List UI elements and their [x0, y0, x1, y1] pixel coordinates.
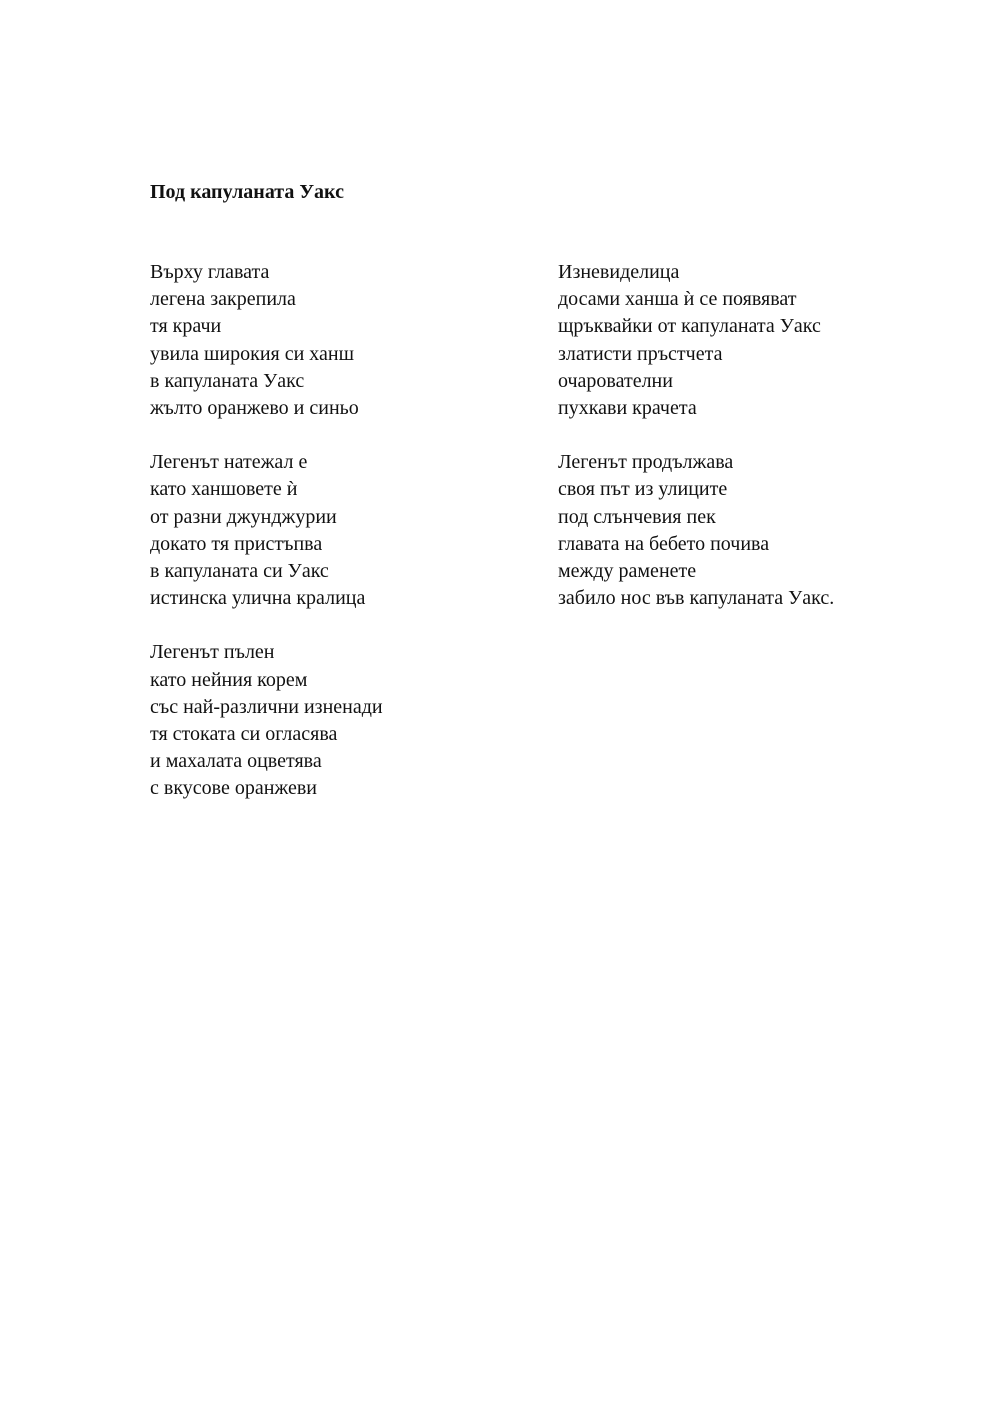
stanza	[150, 639, 550, 802]
poem-line: своя път из улиците	[558, 478, 728, 501]
poem-line: легена закрепила	[150, 288, 296, 311]
poem-line: Легенът пълен	[150, 641, 275, 664]
poem-line: като нейния корем	[150, 668, 308, 691]
stanza	[558, 449, 958, 612]
poem-line: Изневиделица	[558, 261, 680, 283]
poem-line: в капуланата Уакс	[150, 369, 305, 392]
poem-line: докато тя пристъпва	[150, 532, 323, 555]
poem-line: досами ханша ѝ се появяват	[558, 288, 797, 311]
poem-title: Под капуланата Уакс	[150, 181, 344, 203]
poem-line: в капуланата си Уакс	[150, 560, 329, 583]
right-column	[558, 259, 958, 639]
stanza	[150, 449, 550, 612]
stanza	[558, 259, 958, 422]
poem-line: от разни джунджурии	[150, 505, 337, 528]
poem-line: като ханшовете ѝ	[150, 478, 298, 501]
poem-line: Легенът натежал е	[150, 451, 308, 474]
poem-line: между раменете	[558, 560, 697, 583]
poem-line: забило нос във капуланата Уакс.	[558, 587, 835, 610]
poem-line: главата на бебето почива	[558, 532, 770, 555]
poem-line: Върху главата	[150, 261, 270, 283]
poem-line: жълто оранжево и синьо	[150, 397, 359, 420]
poem-line: тя крачи	[150, 315, 222, 338]
stanza	[150, 259, 550, 422]
left-column	[150, 259, 550, 830]
poem-line: очарователни	[558, 369, 673, 392]
poem-line: златисти пръстчета	[558, 342, 723, 365]
poem-line: увила широкия си ханш	[150, 342, 355, 365]
poem-line: и махалата оцветява	[150, 750, 322, 773]
poem-line: тя стоката си огласява	[150, 723, 338, 746]
poem-line: щръквайки от капуланата Уакс	[558, 315, 821, 338]
poem-line: под слънчевия пек	[558, 505, 716, 528]
poem-line: с вкусове оранжеви	[150, 777, 317, 800]
poem-line: истинска улична кралица	[150, 587, 366, 610]
poem-line: със най-различни изненади	[150, 695, 383, 718]
poem-line: пухкави крачета	[558, 397, 697, 420]
poem-line: Легенът продължава	[558, 451, 734, 474]
